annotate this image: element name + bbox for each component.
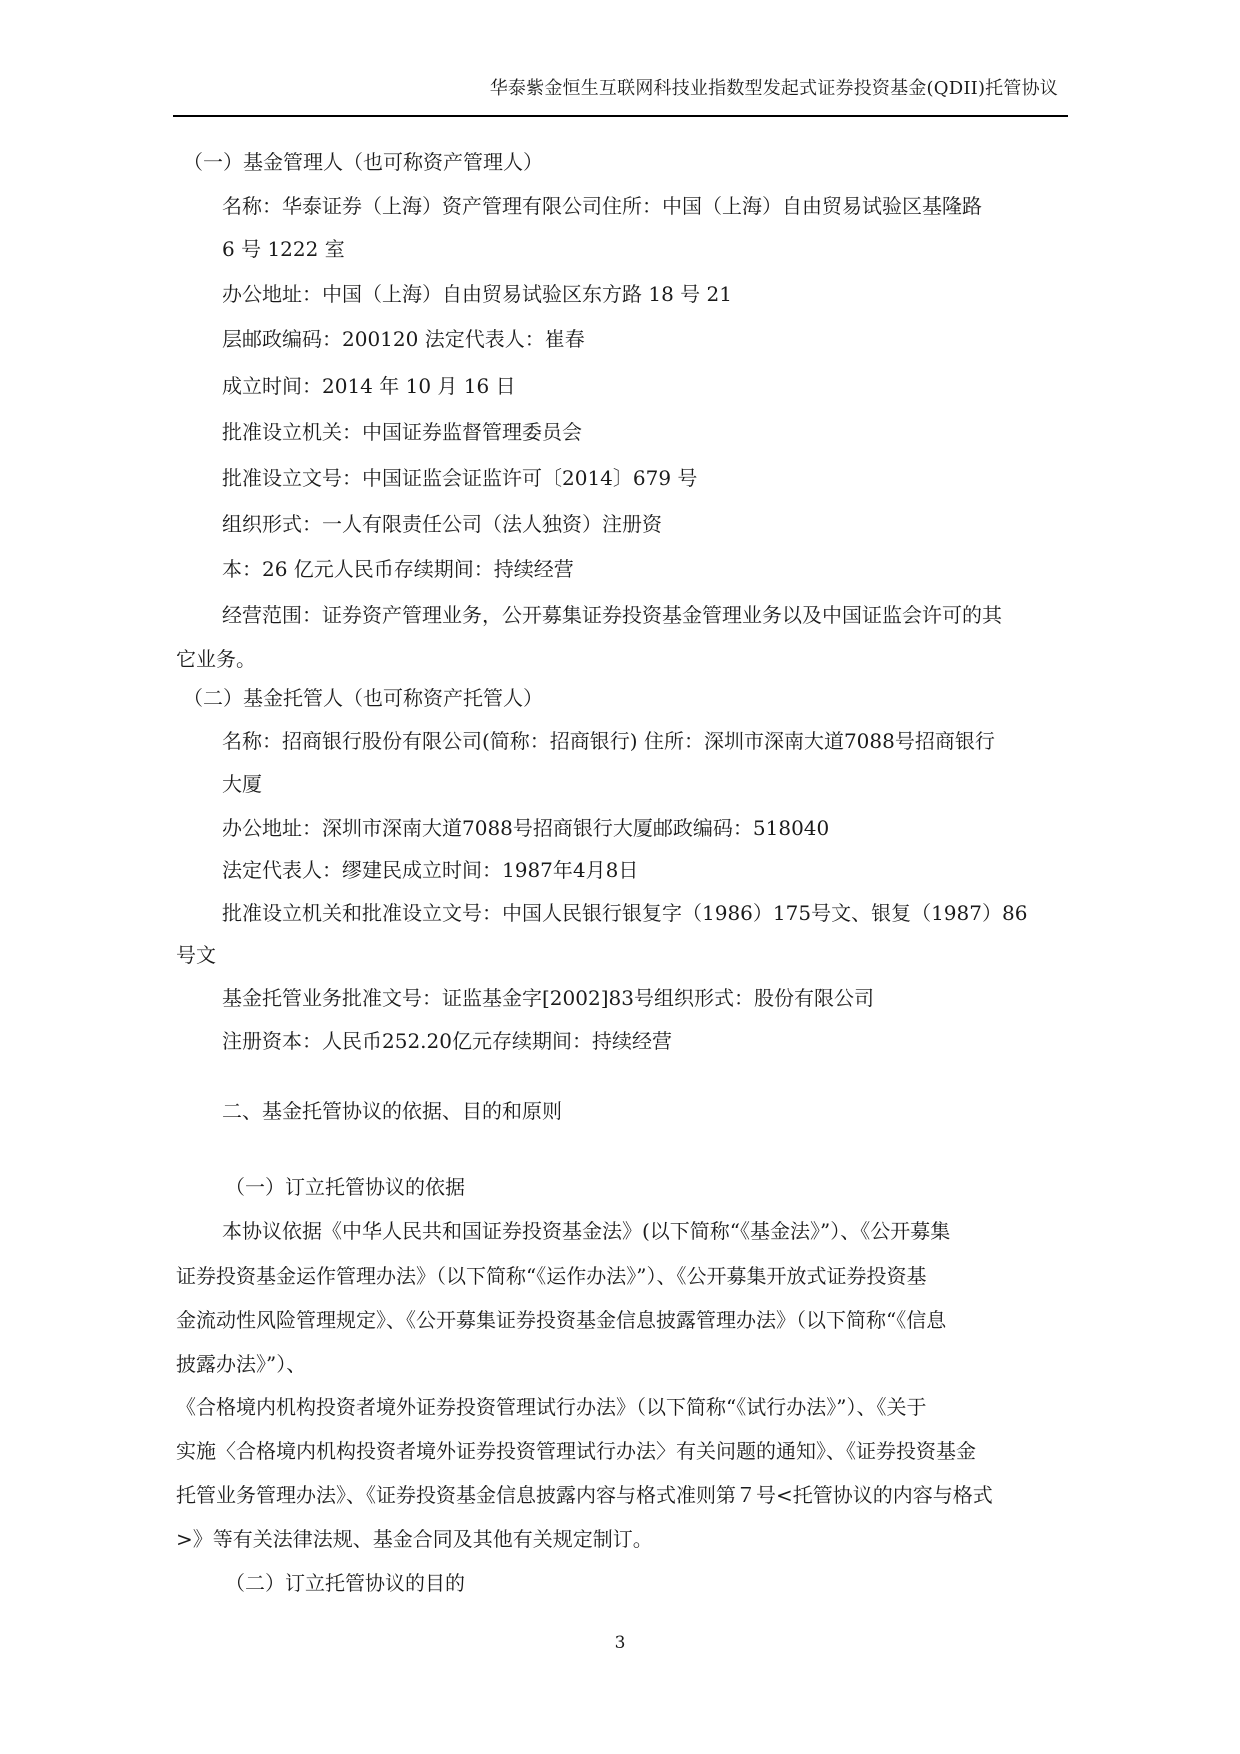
page-number: 3 <box>614 1633 626 1653</box>
body-line: 批准设立机关和批准设立文号：中国人民银行银复字（1986）175号文、银复（1987）86 <box>222 901 1028 925</box>
body-line: 批准设立文号：中国证监会证监许可〔2014〕679 号 <box>222 466 698 490</box>
body-line: 注册资本：人民币252.20亿元存续期间：持续经营 <box>222 1029 672 1053</box>
section-heading-purpose: （二）订立托管协议的目的 <box>225 1571 465 1595</box>
page-header <box>173 70 1068 117</box>
body-line: 组织形式：一人有限责任公司（法人独资）注册资 <box>222 512 662 536</box>
section-heading-basis: （一）订立托管协议的依据 <box>225 1175 465 1199</box>
body-line: >》等有关法律法规、基金合同及其他有关规定制订。 <box>176 1527 653 1551</box>
chapter-heading: 二、基金托管协议的依据、目的和原则 <box>222 1099 562 1123</box>
body-line: 大厦 <box>222 772 262 796</box>
body-line: 本协议依据《中华人民共和国证券投资基金法》(以下简称“《基金法》”）、《公开募集 <box>222 1219 951 1243</box>
body-line: 《合格境内机构投资者境外证券投资管理试行办法》（以下简称“《试行办法》”）、《关于 <box>176 1395 927 1419</box>
body-line: 法定代表人：缪建民成立时间：1987年4月8日 <box>222 858 639 882</box>
body-line: 基金托管业务批准文号：证监基金字[2002]83号组织形式：股份有限公司 <box>222 986 874 1010</box>
body-line: 金流动性风险管理规定》、《公开募集证券投资基金信息披露管理办法》（以下简称“《信息 <box>176 1308 947 1332</box>
body-line: 层邮政编码：200120 法定代表人：崔春 <box>222 327 585 351</box>
body-line: 证券投资基金运作管理办法》（以下简称“《运作办法》”）、《公开募集开放式证券投资基 <box>176 1264 927 1288</box>
body-line: 本：26 亿元人民币存续期间：持续经营 <box>222 557 574 581</box>
section-heading-custodian: （二）基金托管人（也可称资产托管人） <box>183 686 543 710</box>
section-heading-fund-manager: （一）基金管理人（也可称资产管理人） <box>183 150 543 174</box>
body-line: 它业务。 <box>176 647 256 671</box>
body-line: 经营范围：证券资产管理业务，公开募集证券投资基金管理业务以及中国证监会许可的其 <box>222 603 1002 627</box>
body-line: 披露办法》”）、 <box>176 1352 307 1376</box>
body-line: 号文 <box>176 943 216 967</box>
body-line: 成立时间：2014 年 10 月 16 日 <box>222 374 516 398</box>
body-line: 托管业务管理办法》、《证券投资基金信息披露内容与格式准则第７号<托管协议的内容与格式 <box>176 1483 993 1507</box>
header-title: 华泰紫金恒生互联网科技业指数型发起式证券投资基金(QDII)托管协议 <box>489 78 1058 99</box>
body-line: 办公地址：深圳市深南大道7088号招商银行大厦邮政编码：518040 <box>222 816 830 840</box>
body-line: 实施〈合格境内机构投资者境外证券投资管理试行办法〉有关问题的通知》、《证券投资基金 <box>176 1439 976 1463</box>
body-line: 办公地址：中国（上海）自由贸易试验区东方路 18 号 21 <box>222 282 732 306</box>
body-line: 6 号 1222 室 <box>222 237 345 261</box>
body-line: 名称：华泰证券（上海）资产管理有限公司住所：中国（上海）自由贸易试验区基隆路 <box>222 194 982 218</box>
body-line: 批准设立机关：中国证券监督管理委员会 <box>222 420 582 444</box>
body-line: 名称：招商银行股份有限公司(简称：招商银行) 住所：深圳市深南大道7088号招商银行 <box>222 729 995 753</box>
